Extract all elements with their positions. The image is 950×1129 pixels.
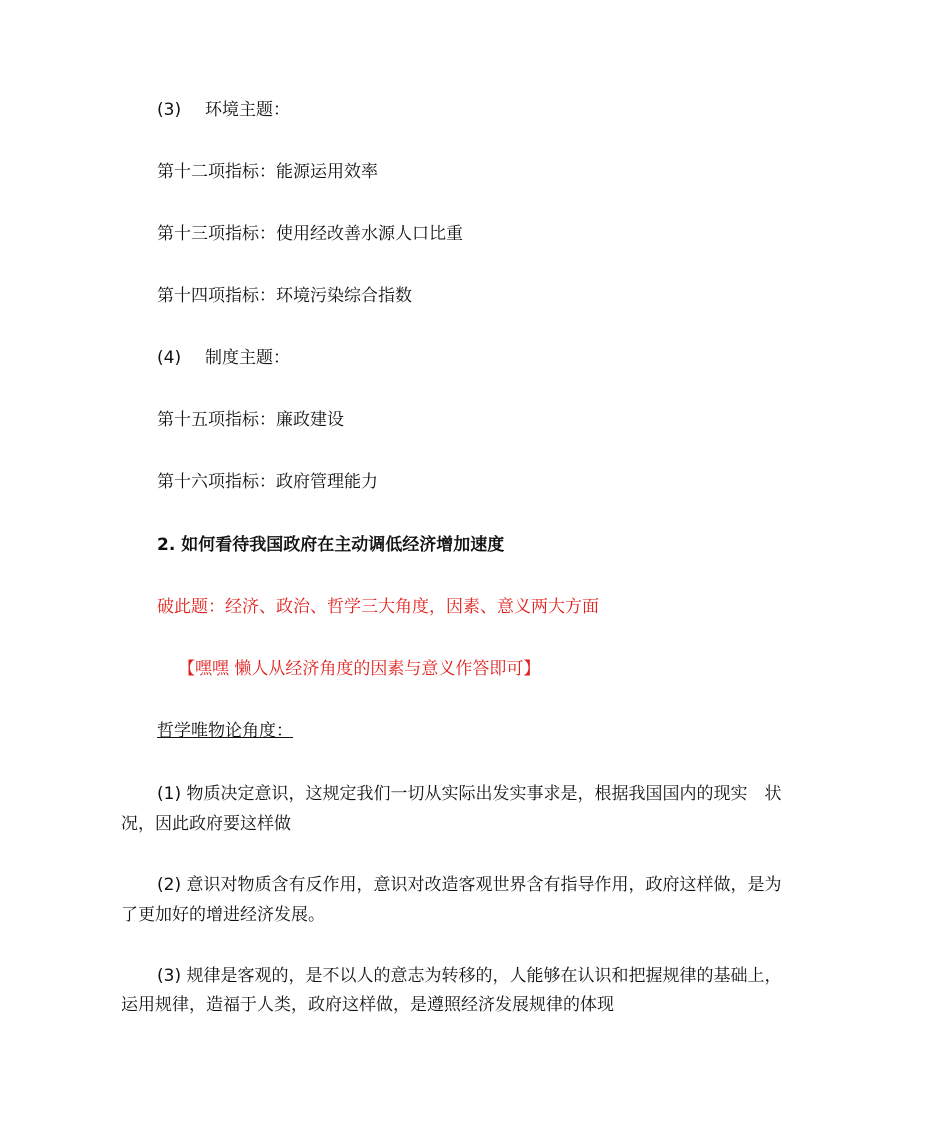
section-system-heading (157, 348, 290, 368)
point-3-line-1: (3) 规律是客观的，是不以人的意志为转移的，人能够在认识和把握规律的基础上， (157, 966, 782, 986)
section-number: (3) (157, 100, 182, 120)
indicator-16: 第十六项指标：政府管理能力 (157, 472, 378, 492)
question-heading: 2. 如何看待我国政府在主动调低经济增加速度 (157, 535, 505, 555)
indicator-13: 第十三项指标：使用经改善水源人口比重 (157, 224, 463, 244)
answer-hint: 破此题：经济、政治、哲学三大角度，因素、意义两大方面 (157, 597, 599, 617)
point-2-line-1: (2) 意识对物质含有反作用，意识对改造客观世界含有指导作用，政府这样做，是为 (157, 875, 782, 895)
indicator-14: 第十四项指标：环境污染综合指数 (157, 286, 412, 306)
section-title: 制度主题： (205, 348, 290, 368)
indicator-12: 第十二项指标：能源运用效率 (157, 162, 378, 182)
point-1-line-2: 况，因此政府要这样做 (121, 814, 291, 834)
philosophy-heading: 哲学唯物论角度： (157, 721, 293, 741)
lazy-tip: 【嘿嘿 懒人从经济角度的因素与意义作答即可】 (178, 659, 541, 679)
point-3-line-2: 运用规律，造福于人类，政府这样做，是遵照经济发展规律的体现 (121, 995, 614, 1015)
point-2-line-2: 了更加好的增进经济发展。 (121, 905, 325, 925)
section-env-heading (157, 100, 290, 120)
point-1-line-1: (1) 物质决定意识，这规定我们一切从实际出发实事求是，根据我国国内的现实 状 (157, 784, 782, 804)
section-number: (4) (157, 348, 182, 368)
indicator-15: 第十五项指标：廉政建设 (157, 410, 344, 430)
section-title: 环境主题： (205, 100, 290, 120)
